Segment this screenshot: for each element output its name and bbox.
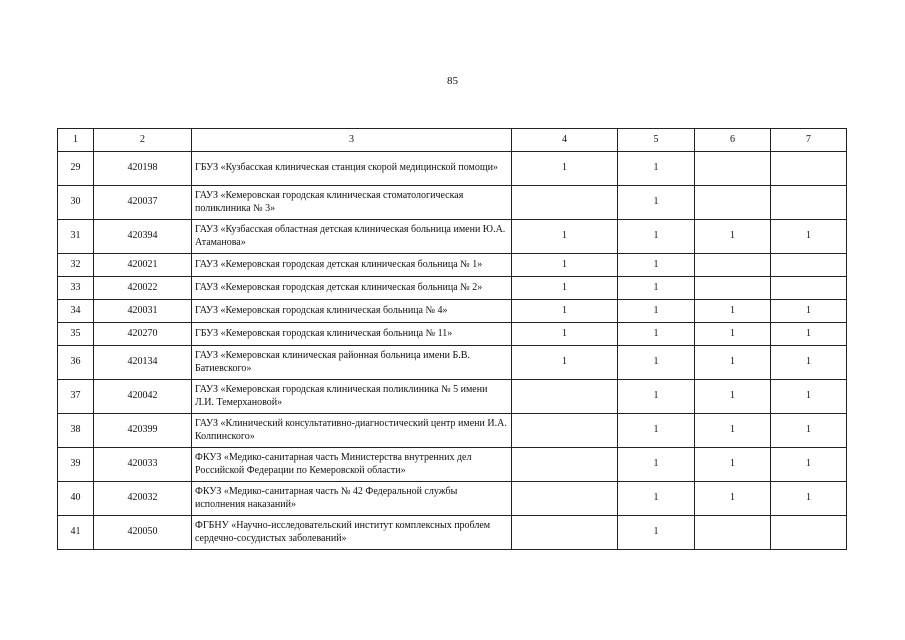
cell-col7: 1 xyxy=(771,346,847,380)
cell-col5: 1 xyxy=(618,414,695,448)
org-name: ФКУЗ «Медико-санитарная часть Министерства внутренних дел Российской Федерации по Кемеровской области» xyxy=(192,448,512,482)
col-header-2: 2 xyxy=(94,129,192,152)
table-row xyxy=(58,323,847,346)
table-row xyxy=(58,220,847,254)
page-number: 85 xyxy=(447,75,458,87)
cell-col6 xyxy=(695,516,771,550)
table-row xyxy=(58,254,847,277)
col-header-7: 7 xyxy=(771,129,847,152)
row-number: 33 xyxy=(58,277,94,300)
cell-col4 xyxy=(512,186,618,220)
org-name: ФГБНУ «Научно-исследовательский институт комплексных проблем сердечно-сосудистых заболеваний» xyxy=(192,516,512,550)
cell-col7: 1 xyxy=(771,448,847,482)
org-code: 420021 xyxy=(94,254,192,277)
table-row xyxy=(58,448,847,482)
cell-col5: 1 xyxy=(618,300,695,323)
cell-col4: 1 xyxy=(512,254,618,277)
cell-col5: 1 xyxy=(618,323,695,346)
table-row xyxy=(58,300,847,323)
cell-col6 xyxy=(695,254,771,277)
org-name: ГАУЗ «Клинический консультативно-диагностический центр имени И.А. Колпинского» xyxy=(192,414,512,448)
cell-col7 xyxy=(771,277,847,300)
cell-col4: 1 xyxy=(512,220,618,254)
cell-col4 xyxy=(512,380,618,414)
cell-col4: 1 xyxy=(512,277,618,300)
row-number: 39 xyxy=(58,448,94,482)
cell-col5: 1 xyxy=(618,254,695,277)
cell-col4: 1 xyxy=(512,300,618,323)
org-code: 420022 xyxy=(94,277,192,300)
cell-col5: 1 xyxy=(618,220,695,254)
row-number: 29 xyxy=(58,152,94,186)
table-row xyxy=(58,516,847,550)
cell-col7: 1 xyxy=(771,300,847,323)
cell-col7 xyxy=(771,152,847,186)
table-row xyxy=(58,186,847,220)
cell-col4 xyxy=(512,448,618,482)
row-number: 30 xyxy=(58,186,94,220)
cell-col6 xyxy=(695,277,771,300)
org-code: 420399 xyxy=(94,414,192,448)
table-row xyxy=(58,380,847,414)
row-number: 34 xyxy=(58,300,94,323)
cell-col7 xyxy=(771,186,847,220)
cell-col6 xyxy=(695,152,771,186)
cell-col5: 1 xyxy=(618,482,695,516)
cell-col5: 1 xyxy=(618,448,695,482)
cell-col7 xyxy=(771,516,847,550)
org-name: ГАУЗ «Кемеровская городская детская клиническая больница № 1» xyxy=(192,254,512,277)
cell-col4: 1 xyxy=(512,323,618,346)
table-row xyxy=(58,482,847,516)
cell-col6: 1 xyxy=(695,414,771,448)
org-code: 420031 xyxy=(94,300,192,323)
cell-col5: 1 xyxy=(618,152,695,186)
org-name: ГАУЗ «Кемеровская городская клиническая стоматологическая поликлиника № 3» xyxy=(192,186,512,220)
org-code: 420033 xyxy=(94,448,192,482)
medical-organizations-table xyxy=(57,128,847,550)
org-code: 420050 xyxy=(94,516,192,550)
col-header-6: 6 xyxy=(695,129,771,152)
cell-col4 xyxy=(512,516,618,550)
org-code: 420134 xyxy=(94,346,192,380)
org-code: 420394 xyxy=(94,220,192,254)
cell-col6 xyxy=(695,186,771,220)
cell-col5: 1 xyxy=(618,277,695,300)
org-code: 420270 xyxy=(94,323,192,346)
cell-col6: 1 xyxy=(695,323,771,346)
org-name: ГАУЗ «Кемеровская клиническая районная больница имени Б.В. Батиевского» xyxy=(192,346,512,380)
cell-col5: 1 xyxy=(618,380,695,414)
cell-col7: 1 xyxy=(771,414,847,448)
col-header-3: 3 xyxy=(192,129,512,152)
org-name: ГАУЗ «Кемеровская городская клиническая больница № 4» xyxy=(192,300,512,323)
cell-col4: 1 xyxy=(512,152,618,186)
org-name: ГБУЗ «Кузбасская клиническая станция скорой медицинской помощи» xyxy=(192,152,512,186)
row-number: 36 xyxy=(58,346,94,380)
org-code: 420037 xyxy=(94,186,192,220)
cell-col7: 1 xyxy=(771,323,847,346)
row-number: 31 xyxy=(58,220,94,254)
org-name: ГАУЗ «Кемеровская городская детская клиническая больница № 2» xyxy=(192,277,512,300)
header-row xyxy=(58,129,847,152)
cell-col5: 1 xyxy=(618,346,695,380)
org-name: ГАУЗ «Кузбасская областная детская клиническая больница имени Ю.А. Атаманова» xyxy=(192,220,512,254)
cell-col6: 1 xyxy=(695,448,771,482)
cell-col7: 1 xyxy=(771,220,847,254)
table-row xyxy=(58,277,847,300)
cell-col5: 1 xyxy=(618,516,695,550)
cell-col4: 1 xyxy=(512,346,618,380)
cell-col6: 1 xyxy=(695,220,771,254)
row-number: 37 xyxy=(58,380,94,414)
org-code: 420198 xyxy=(94,152,192,186)
row-number: 32 xyxy=(58,254,94,277)
table-row xyxy=(58,152,847,186)
org-code: 420042 xyxy=(94,380,192,414)
org-name: ГБУЗ «Кемеровская городская клиническая больница № 11» xyxy=(192,323,512,346)
col-header-5: 5 xyxy=(618,129,695,152)
cell-col4 xyxy=(512,414,618,448)
org-code: 420032 xyxy=(94,482,192,516)
row-number: 41 xyxy=(58,516,94,550)
table-row xyxy=(58,414,847,448)
cell-col4 xyxy=(512,482,618,516)
row-number: 35 xyxy=(58,323,94,346)
cell-col7: 1 xyxy=(771,380,847,414)
org-name: ГАУЗ «Кемеровская городская клиническая поликлиника № 5 имени Л.И. Темерхановой» xyxy=(192,380,512,414)
cell-col6: 1 xyxy=(695,482,771,516)
col-header-4: 4 xyxy=(512,129,618,152)
cell-col7: 1 xyxy=(771,482,847,516)
row-number: 40 xyxy=(58,482,94,516)
table-row xyxy=(58,346,847,380)
cell-col7 xyxy=(771,254,847,277)
cell-col6: 1 xyxy=(695,300,771,323)
cell-col6: 1 xyxy=(695,380,771,414)
col-header-1: 1 xyxy=(58,129,94,152)
row-number: 38 xyxy=(58,414,94,448)
org-name: ФКУЗ «Медико-санитарная часть № 42 Федеральной службы исполнения наказаний» xyxy=(192,482,512,516)
cell-col5: 1 xyxy=(618,186,695,220)
cell-col6: 1 xyxy=(695,346,771,380)
